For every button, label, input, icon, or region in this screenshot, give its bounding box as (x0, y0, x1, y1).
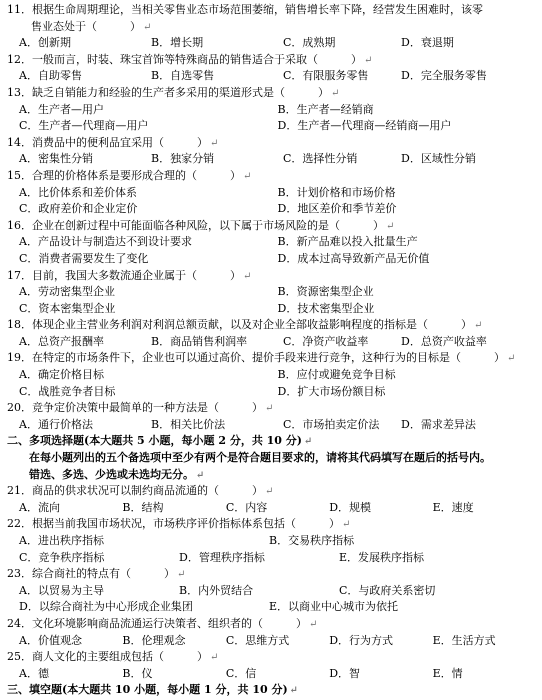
question-22-options-row2 (7, 550, 536, 567)
option-b: B．相关比价法 (151, 417, 226, 431)
question-21: 21．商品的供求状况可以制约商品流通的（ ） ↵ (7, 484, 274, 498)
option-c: C．内容 (225, 500, 268, 514)
section-2-instruction: 在每小题列出的五个备选项中至少有两个是符合题目要求的，请将其代码填写在题后的括号内。 (29, 451, 491, 465)
question-19-options-row2 (7, 384, 536, 401)
option-d: D．衰退期 (401, 36, 454, 50)
question-20: 20．竞争定价决策中最简单的一种方法是（ ） ↵ (7, 401, 274, 415)
question-21-options (7, 500, 536, 517)
option-c: C．竞争秩序指标 (19, 550, 105, 564)
option-d: D．生产者—代理商—经销商—用户 (277, 119, 452, 133)
option-b: B．计划价格和市场价格 (277, 185, 396, 199)
option-d: D．技术密集型企业 (277, 301, 375, 315)
question-22: 22．根据当前我国市场状况，市场秩序评价指标体系包括（ ） ↵ (7, 517, 351, 531)
option-a: A．价值观念 (19, 633, 82, 647)
question-16: 16．企业在创新过程中可能面临各种风险，以下属于市场风险的是（ ） ↵ (7, 218, 395, 232)
option-a: A．自助零售 (19, 69, 82, 83)
question-13-options-row1 (7, 102, 536, 119)
option-b: B．仪 (122, 666, 153, 680)
question-18-options (7, 334, 536, 351)
option-a: A．确定价格目标 (19, 368, 104, 382)
option-c: C．市场拍卖定价法 (283, 417, 380, 431)
option-c: C．政府差价和企业定价 (19, 202, 138, 216)
question-25: 25．商人文化的主要组成包括（ ） ↵ (7, 650, 219, 664)
option-c: C．战胜竞争者目标 (19, 384, 116, 398)
option-d: D．总资产收益率 (401, 334, 487, 348)
option-d: D．行为方式 (329, 633, 394, 647)
option-b: B．增长期 (151, 36, 204, 50)
option-d: D．地区差价和季节差价 (277, 202, 397, 216)
option-c: C．消费者需要发生了变化 (19, 251, 149, 265)
option-a: A．以贸易为主导 (19, 583, 104, 597)
option-d: D．成本过高导致新产品无价值 (277, 251, 430, 265)
option-d: D．需求差异法 (401, 417, 476, 431)
option-a: A．流向 (19, 500, 60, 514)
option-c: C．资本密集型企业 (19, 301, 116, 315)
option-a: A．产品设计与制造达不到设计要求 (19, 235, 192, 249)
question-12-options (7, 68, 536, 85)
section-3-title: 三、填空题(本大题共 10 小题，每小题 1 分，共 10 分) ↵ (7, 683, 299, 697)
option-c: C．思维方式 (225, 633, 290, 647)
section-2-instruction-continued: 错选、多选、少选或未选均无分。 ↵ (29, 467, 205, 481)
question-11: 11．根据生命周期理论，当相关零售业态市场范围萎缩，销售增长率下降，经营发生困难时，该零 (7, 3, 483, 16)
option-a: A．比价体系和差价体系 (19, 185, 137, 199)
paragraph-mark: ↵ (143, 21, 152, 33)
option-a: A．进出秩序指标 (19, 534, 104, 547)
question-22-options-row1 (7, 533, 536, 550)
option-a: A．密集性分销 (19, 152, 93, 166)
question-16-options-row1 (7, 234, 536, 251)
option-c: C．生产者—代理商—用户 (19, 119, 149, 133)
question-11-continued: 售业态处于（ ） ↵ (31, 19, 152, 33)
option-d: D．管理秩序指标 (179, 550, 265, 564)
option-b: B．新产品难以投入批量生产 (277, 235, 418, 249)
question-11-options (7, 35, 536, 52)
option-d: D．区域性分销 (401, 152, 476, 166)
question-17-options-row1 (7, 284, 536, 301)
option-e: E．以商业中心城市为依托 (269, 600, 399, 614)
question-14: 14．消费品中的便利品宜采用（ ） ↵ (7, 135, 219, 149)
question-15: 15．合理的价格体系是要形成合理的（ ） ↵ (7, 168, 252, 182)
option-c: C．成熟期 (283, 36, 336, 50)
question-16-options-row2 (7, 251, 536, 268)
option-b: B．生产者—经销商 (277, 102, 374, 116)
option-e: E．速度 (432, 500, 474, 514)
option-e: E．情 (432, 666, 463, 680)
option-c: C．信 (225, 666, 257, 680)
option-b: B．自选零售 (151, 69, 215, 83)
option-c: C．净资产收益率 (283, 334, 369, 348)
option-b: B．内外贸结合 (179, 583, 254, 597)
option-a: A．生产者—用户 (19, 102, 104, 116)
question-25-options (7, 666, 536, 683)
question-24: 24．文化环境影响商品流通运行决策者、组织者的（ ） ↵ (7, 616, 318, 630)
question-13: 13．缺乏自销能力和经验的生产者多采用的渠道形式是（ ） ↵ (7, 85, 340, 99)
option-d: D．以综合商社为中心形成企业集团 (19, 600, 193, 614)
option-a: A．总资产报酬率 (19, 334, 104, 348)
question-17-options-row2 (7, 301, 536, 318)
question-24-options (7, 633, 536, 650)
question-12: 12．一般而言，时装、珠宝首饰等特殊商品的销售适合于采取（ ） ↵ (7, 52, 373, 66)
option-b: B．独家分销 (151, 152, 215, 166)
option-a: A．通行价格法 (19, 417, 93, 431)
option-b: B．伦理观念 (122, 633, 186, 647)
option-d: D．完全服务零售 (401, 69, 487, 83)
section-2-title: 二、多项选择题(本大题共 5 小题，每小题 2 分，共 10 分) ↵ (7, 434, 313, 448)
option-c: C．有限服务零售 (283, 69, 369, 83)
option-c: C．选择性分销 (283, 152, 358, 166)
option-e: E．发展秩序指标 (339, 550, 425, 564)
option-b: B．应付或避免竞争目标 (277, 368, 396, 382)
option-a: A．创新期 (19, 36, 71, 50)
question-20-options (7, 417, 536, 434)
question-23: 23．综合商社的特点有（ ） ↵ (7, 567, 186, 581)
option-b: B．交易秩序指标 (269, 534, 355, 547)
question-17: 17．目前，我国大多数流通企业属于（ ） ↵ (7, 268, 252, 282)
question-15-options-row2 (7, 201, 536, 218)
question-18: 18．体现企业主营业务利润对利润总额贡献，以及对企业全部收益影响程度的指标是（ ） ↵ (7, 318, 483, 332)
option-b: B．商品销售利润率 (151, 334, 248, 348)
question-14-options (7, 151, 536, 168)
option-e: E．生活方式 (432, 633, 496, 647)
question-15-options-row1 (7, 185, 536, 202)
option-b: B．资源密集型企业 (277, 285, 374, 299)
option-a: A．德 (19, 666, 49, 680)
option-b: B．结构 (122, 500, 164, 514)
question-13-options-row2 (7, 118, 536, 135)
option-c: C．与政府关系密切 (339, 583, 436, 597)
question-19: 19．在特定的市场条件下，企业也可以通过高价、提价手段来进行竞争，这种行为的目标是（ ） ↵ (7, 351, 516, 365)
question-23-options-row1 (7, 583, 536, 600)
question-23-options-row2 (7, 599, 536, 616)
question-19-options-row1 (7, 367, 536, 384)
option-d: D．智 (329, 666, 361, 680)
option-a: A．劳动密集型企业 (19, 285, 115, 299)
option-d: D．扩大市场份额目标 (277, 384, 386, 398)
option-d: D．规模 (329, 500, 372, 514)
